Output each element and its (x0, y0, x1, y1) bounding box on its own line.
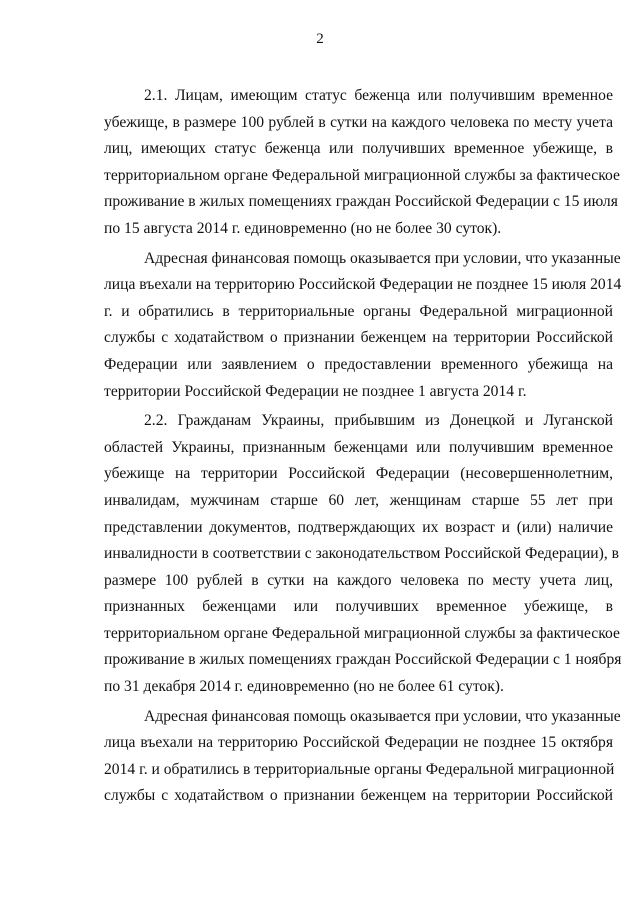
page-number: 2 (316, 31, 324, 47)
text-line: по 31 декабря 2014 г. единовременно (но не более 61 суток). (104, 678, 504, 696)
text-line: территориальном органе Федеральной миграционной службы за фактическое (104, 166, 620, 184)
text-line: проживание в жилых помещениях граждан Российской Федерации с 15 июля (104, 193, 618, 211)
text-line: Адресная финансовая помощь оказывается при условии, что указанные (144, 707, 621, 725)
text-line: по 15 августа 2014 г. единовременно (но не более 30 суток). (104, 219, 502, 237)
text-line: размере 100 рублей в сутки на каждого человека по месту учета лиц, (104, 571, 613, 589)
text-line: лица въехали на территорию Российской Федерации не позднее 15 июля 2014 (104, 276, 622, 294)
text-line: убежище на территории Российской Федерации (несовершеннолетним, (104, 465, 613, 483)
text-line: признанных беженцами или получивших временное убежище, в (104, 598, 613, 616)
paragraph (104, 246, 622, 406)
paragraph (104, 408, 622, 701)
text-line: территориальном органе Федеральной миграционной службы за фактическое (104, 624, 620, 642)
text-line: 2014 г. и обратились в территориальные органы Федеральной миграционной (104, 760, 615, 778)
text-line: территории Российской Федерации не позднее 1 августа 2014 г. (104, 382, 527, 400)
text-line: областей Украины, признанным беженцами или получившим временное (104, 438, 613, 456)
text-line: службы с ходатайством о признании беженцем на территории Российской (104, 329, 613, 347)
paragraph (104, 704, 621, 810)
text-line: лиц, имеющих статус беженца или получивших временное убежище, в (104, 140, 613, 158)
text-line: Федерации или заявлением о предоставлении временного убежища на (104, 355, 613, 373)
text-line: 2.2. Гражданам Украины, прибывшим из Донецкой и Луганской (144, 412, 613, 430)
text-line: инвалидам, мужчинам старше 60 лет, женщинам старше 55 лет при (104, 491, 613, 509)
text-line: убежище, в размере 100 рублей в сутки на каждого человека по месту учета (104, 113, 613, 131)
text-line: службы с ходатайством о признании беженцем на территории Российской (104, 787, 613, 805)
paragraph (104, 83, 620, 243)
text-line: лица въехали на территорию Российской Федерации не позднее 15 октября (104, 734, 613, 752)
text-line: Адресная финансовая помощь оказывается при условии, что указанные (144, 249, 621, 267)
text-line: 2.1. Лицам, имеющим статус беженца или получившим временное (144, 87, 613, 104)
text-line: инвалидности в соответствии с законодательством Российской Федерации), в (104, 545, 620, 563)
text-line: г. и обратились в территориальные органы Федеральной миграционной (104, 302, 613, 320)
text-line: представлении документов, подтверждающих их возраст и (или) наличие (104, 518, 613, 536)
document-body (104, 83, 622, 810)
text-line: проживание в жилых помещениях граждан Российской Федерации с 1 ноября (104, 651, 622, 669)
